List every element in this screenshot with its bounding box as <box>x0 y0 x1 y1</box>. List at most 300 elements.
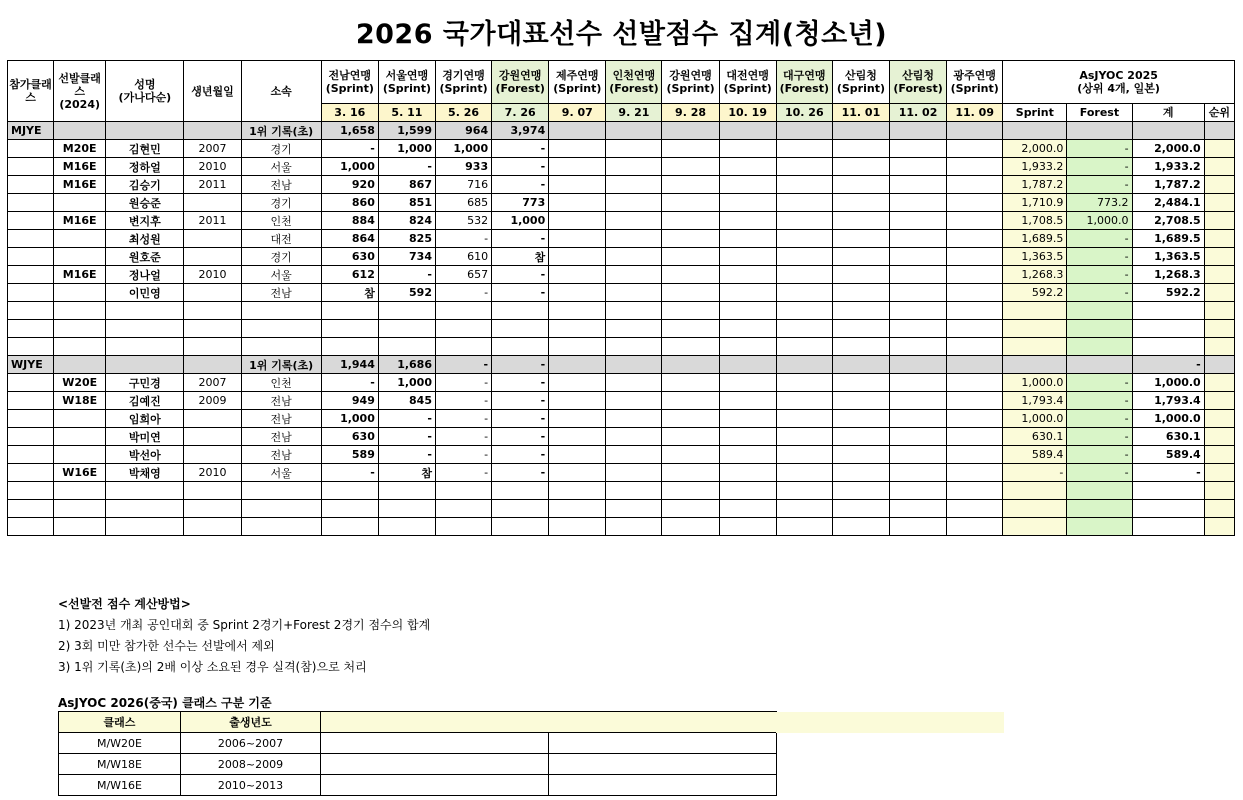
score-cell <box>776 248 832 266</box>
criteria-class: M/W16E <box>59 775 181 796</box>
score-cell <box>662 446 719 464</box>
score-cell <box>549 464 606 482</box>
record-value <box>549 122 606 140</box>
athlete-row <box>8 284 1235 302</box>
birth-cell <box>184 428 241 446</box>
rank-cell <box>1204 302 1234 320</box>
event-date: 9. 21 <box>606 104 662 122</box>
score-cell <box>492 338 549 356</box>
score-cell <box>889 140 946 158</box>
score-cell <box>549 446 606 464</box>
score-cell <box>947 392 1003 410</box>
record-value: 1,658 <box>321 122 378 140</box>
score-cell <box>606 482 662 500</box>
asjyoc-sprint-cell: 1,793.4 <box>1003 392 1067 410</box>
score-cell <box>889 212 946 230</box>
asjyoc-forest-cell <box>1067 320 1132 338</box>
score-cell: - <box>378 266 435 284</box>
score-cell <box>832 284 889 302</box>
asjyoc-forest-cell: - <box>1067 158 1132 176</box>
rank-cell <box>1204 446 1234 464</box>
asjyoc-forest-cell: - <box>1067 446 1132 464</box>
name-cell: 이민영 <box>106 284 184 302</box>
event-name: 광주연맹 <box>953 69 996 82</box>
score-cell <box>378 482 435 500</box>
score-cell <box>889 446 946 464</box>
score-cell <box>776 302 832 320</box>
score-cell <box>832 338 889 356</box>
asjyoc-title: AsJYOC 2025 <box>1079 69 1158 82</box>
rank-cell <box>1204 266 1234 284</box>
event-name: 경기연맹 <box>442 69 485 82</box>
affil-cell: 전남 <box>241 410 321 428</box>
criteria-row <box>59 775 777 796</box>
name-cell <box>106 302 184 320</box>
header-birth: 생년월일 <box>184 61 241 122</box>
score-cell <box>606 140 662 158</box>
score-cell: 734 <box>378 248 435 266</box>
asjyoc-sprint-cell <box>1003 482 1067 500</box>
sel-class-cell: W20E <box>54 374 106 392</box>
record-value: 1,599 <box>378 122 435 140</box>
score-cell <box>719 176 776 194</box>
score-cell <box>776 140 832 158</box>
class-cell <box>8 338 54 356</box>
athlete-row <box>8 464 1235 482</box>
criteria-year-header: 출생년도 <box>181 712 321 733</box>
event-header <box>776 61 832 104</box>
sel-class-cell <box>54 320 106 338</box>
asjyoc-total-cell: 1,933.2 <box>1132 158 1204 176</box>
athlete-row <box>8 446 1235 464</box>
event-date: 9. 07 <box>549 104 606 122</box>
score-cell <box>606 374 662 392</box>
asjyoc-total-cell: 1,793.4 <box>1132 392 1204 410</box>
score-cell <box>889 320 946 338</box>
athlete-row <box>8 248 1235 266</box>
score-cell <box>549 212 606 230</box>
score-cell <box>889 284 946 302</box>
asjyoc-sprint-cell <box>1003 518 1067 536</box>
affil-cell: 대전 <box>241 230 321 248</box>
event-date: 11. 01 <box>832 104 889 122</box>
score-cell <box>889 392 946 410</box>
score-cell: - <box>435 374 491 392</box>
class-cell <box>8 302 54 320</box>
score-cell <box>832 194 889 212</box>
score-cell <box>549 410 606 428</box>
asjyoc-forest-cell: - <box>1067 410 1132 428</box>
affil-cell: 경기 <box>241 194 321 212</box>
rank-cell <box>1204 230 1234 248</box>
score-cell <box>378 338 435 356</box>
athlete-row <box>8 392 1235 410</box>
asjyoc-header <box>1003 61 1235 104</box>
score-cell <box>947 446 1003 464</box>
score-cell: 1,000 <box>378 374 435 392</box>
asjyoc-total-cell: 2,484.1 <box>1132 194 1204 212</box>
name-cell: 구민경 <box>106 374 184 392</box>
score-cell <box>606 500 662 518</box>
score-cell <box>606 194 662 212</box>
criteria-blank <box>549 775 777 796</box>
birth-cell: 2011 <box>184 176 241 194</box>
athlete-row <box>8 410 1235 428</box>
method-item: 3) 1위 기록(초)의 2배 이상 소요된 경우 실격(참)으로 처리 <box>58 660 367 674</box>
score-cell: 716 <box>435 176 491 194</box>
class-cell <box>8 518 54 536</box>
class-cell <box>8 374 54 392</box>
asjyoc-sprint-cell: 1,000.0 <box>1003 410 1067 428</box>
header-class: 참가클래스 <box>8 61 54 122</box>
summary-sprint <box>1003 356 1067 374</box>
affil-cell: 전남 <box>241 428 321 446</box>
score-cell <box>435 482 491 500</box>
event-name: 제주연맹 <box>556 69 599 82</box>
criteria-years: 2010~2013 <box>181 775 321 796</box>
score-cell <box>719 338 776 356</box>
score-cell: 773 <box>492 194 549 212</box>
score-cell <box>947 266 1003 284</box>
asjyoc-sprint-cell: 630.1 <box>1003 428 1067 446</box>
affil-cell: 인천 <box>241 374 321 392</box>
event-date: 5. 11 <box>378 104 435 122</box>
event-header <box>719 61 776 104</box>
event-name: 강원연맹 <box>498 69 542 82</box>
record-value <box>776 122 832 140</box>
event-header <box>378 61 435 104</box>
asjyoc-total-cell: 630.1 <box>1132 428 1204 446</box>
birth-cell <box>184 482 241 500</box>
section-blank <box>184 122 241 140</box>
asjyoc-sprint-cell: 1,268.3 <box>1003 266 1067 284</box>
summary-rank <box>1204 122 1234 140</box>
score-cell <box>662 320 719 338</box>
score-cell <box>776 176 832 194</box>
score-cell <box>435 518 491 536</box>
score-cell <box>889 176 946 194</box>
score-cell <box>889 464 946 482</box>
sel-class-cell: M16E <box>54 158 106 176</box>
birth-cell: 2007 <box>184 374 241 392</box>
rank-col-header: 순위 <box>1204 104 1234 122</box>
score-cell: - <box>321 464 378 482</box>
event-date: 11. 02 <box>889 104 946 122</box>
score-cell <box>662 392 719 410</box>
asjyoc-sprint-cell <box>1003 320 1067 338</box>
criteria-header-fill <box>776 712 1004 733</box>
score-cell <box>719 248 776 266</box>
affil-cell <box>241 302 321 320</box>
score-cell <box>435 302 491 320</box>
asjyoc-sprint-cell: 2,000.0 <box>1003 140 1067 158</box>
score-cell <box>947 410 1003 428</box>
criteria-blank <box>321 754 549 775</box>
score-cell <box>832 410 889 428</box>
asjyoc-forest-cell: 1,000.0 <box>1067 212 1132 230</box>
score-cell: - <box>435 464 491 482</box>
event-type: (Sprint) <box>553 82 602 95</box>
class-cell <box>8 140 54 158</box>
score-cell <box>662 140 719 158</box>
athlete-row <box>8 338 1235 356</box>
score-cell <box>606 320 662 338</box>
score-cell <box>889 266 946 284</box>
score-cell <box>947 374 1003 392</box>
asjyoc-sprint-cell: 1,710.9 <box>1003 194 1067 212</box>
score-cell: - <box>378 446 435 464</box>
sel-class-cell <box>54 284 106 302</box>
birth-cell: 2010 <box>184 266 241 284</box>
score-cell <box>549 428 606 446</box>
header-sel-class-label: 선발클래스 <box>58 71 101 98</box>
record-value <box>889 122 946 140</box>
score-cell <box>549 176 606 194</box>
event-header <box>549 61 606 104</box>
asjyoc-forest-cell: - <box>1067 392 1132 410</box>
score-cell <box>378 500 435 518</box>
event-header <box>662 61 719 104</box>
score-cell <box>889 518 946 536</box>
event-header <box>321 61 378 104</box>
score-cell: - <box>492 140 549 158</box>
asjyoc-total-cell: 592.2 <box>1132 284 1204 302</box>
asjyoc-forest-cell: - <box>1067 248 1132 266</box>
asjyoc-forest-cell: - <box>1067 284 1132 302</box>
asjyoc-forest-cell: 773.2 <box>1067 194 1132 212</box>
rank-cell <box>1204 176 1234 194</box>
birth-cell: 2010 <box>184 158 241 176</box>
score-table <box>7 60 1235 536</box>
event-type: (Sprint) <box>382 82 431 95</box>
score-cell: - <box>435 230 491 248</box>
summary-total: - <box>1132 356 1204 374</box>
score-cell <box>719 446 776 464</box>
athlete-row <box>8 176 1235 194</box>
score-cell <box>947 176 1003 194</box>
score-cell: - <box>492 284 549 302</box>
asjyoc-forest-cell: - <box>1067 230 1132 248</box>
event-header <box>947 61 1003 104</box>
asjyoc-total-cell: 1,000.0 <box>1132 410 1204 428</box>
affil-cell <box>241 482 321 500</box>
name-cell: 임희아 <box>106 410 184 428</box>
record-value <box>776 356 832 374</box>
score-cell: - <box>492 410 549 428</box>
score-cell <box>549 158 606 176</box>
record-value: 964 <box>435 122 491 140</box>
affil-cell <box>241 338 321 356</box>
birth-cell: 2007 <box>184 140 241 158</box>
asjyoc-sprint-cell <box>1003 302 1067 320</box>
score-cell <box>662 212 719 230</box>
score-cell <box>832 212 889 230</box>
score-cell <box>947 194 1003 212</box>
score-cell <box>889 374 946 392</box>
score-cell <box>435 320 491 338</box>
affil-cell <box>241 320 321 338</box>
score-cell <box>719 140 776 158</box>
asjyoc-total-cell: 1,363.5 <box>1132 248 1204 266</box>
score-cell <box>776 320 832 338</box>
affil-cell: 인천 <box>241 212 321 230</box>
score-cell <box>435 338 491 356</box>
score-cell <box>889 410 946 428</box>
name-cell <box>106 518 184 536</box>
score-cell <box>776 410 832 428</box>
class-cell <box>8 176 54 194</box>
score-cell <box>549 284 606 302</box>
class-cell <box>8 284 54 302</box>
score-cell <box>889 248 946 266</box>
score-cell: - <box>492 230 549 248</box>
asjyoc-forest-cell: - <box>1067 176 1132 194</box>
score-cell <box>549 392 606 410</box>
score-cell <box>719 374 776 392</box>
event-type: (Forest) <box>495 82 545 95</box>
score-cell <box>549 320 606 338</box>
sel-class-cell: M16E <box>54 266 106 284</box>
criteria-class: M/W18E <box>59 754 181 775</box>
rank-cell <box>1204 212 1234 230</box>
score-cell: - <box>492 464 549 482</box>
score-cell <box>321 500 378 518</box>
asjyoc-sprint-cell <box>1003 500 1067 518</box>
event-date: 11. 09 <box>947 104 1003 122</box>
score-cell: - <box>435 284 491 302</box>
birth-cell <box>184 248 241 266</box>
record-value <box>719 356 776 374</box>
affil-cell <box>241 500 321 518</box>
asjyoc-total-cell <box>1132 500 1204 518</box>
score-cell: 933 <box>435 158 491 176</box>
score-cell <box>889 338 946 356</box>
score-cell <box>492 302 549 320</box>
score-cell <box>776 374 832 392</box>
score-cell <box>776 158 832 176</box>
birth-cell <box>184 518 241 536</box>
score-cell <box>776 446 832 464</box>
score-cell <box>832 518 889 536</box>
sel-class-cell <box>54 428 106 446</box>
rank-cell <box>1204 194 1234 212</box>
score-cell: 참 <box>492 248 549 266</box>
criteria-blank <box>549 754 777 775</box>
event-date: 5. 26 <box>435 104 491 122</box>
score-cell: 630 <box>321 248 378 266</box>
rank-cell <box>1204 482 1234 500</box>
event-type: (Sprint) <box>950 82 999 95</box>
affil-cell: 서울 <box>241 464 321 482</box>
birth-cell <box>184 284 241 302</box>
asjyoc-sprint-cell: 1,363.5 <box>1003 248 1067 266</box>
birth-cell <box>184 194 241 212</box>
score-cell: 845 <box>378 392 435 410</box>
record-value: 1,944 <box>321 356 378 374</box>
birth-cell <box>184 320 241 338</box>
name-cell: 정나얼 <box>106 266 184 284</box>
athlete-row <box>8 374 1235 392</box>
name-cell <box>106 500 184 518</box>
sel-class-cell: W16E <box>54 464 106 482</box>
criteria-blank <box>321 733 549 754</box>
score-cell <box>662 302 719 320</box>
criteria-class: M/W20E <box>59 733 181 754</box>
score-cell: - <box>435 446 491 464</box>
athlete-row <box>8 158 1235 176</box>
asjyoc-forest-cell: - <box>1067 464 1132 482</box>
sel-class-cell: W18E <box>54 392 106 410</box>
score-cell: - <box>378 410 435 428</box>
score-cell <box>549 302 606 320</box>
criteria-row <box>59 754 777 775</box>
event-header <box>606 61 662 104</box>
score-cell <box>776 230 832 248</box>
score-cell: 864 <box>321 230 378 248</box>
event-type: (Sprint) <box>836 82 885 95</box>
criteria-class-header: 클래스 <box>59 712 181 733</box>
athlete-row <box>8 482 1235 500</box>
score-cell <box>549 374 606 392</box>
event-header <box>889 61 946 104</box>
affil-cell <box>241 518 321 536</box>
event-date: 10. 26 <box>776 104 832 122</box>
class-cell <box>8 158 54 176</box>
score-cell: - <box>492 446 549 464</box>
header-sel-class <box>54 61 106 122</box>
score-cell <box>662 428 719 446</box>
score-cell <box>662 464 719 482</box>
score-cell <box>662 176 719 194</box>
score-cell <box>776 212 832 230</box>
class-cell <box>8 428 54 446</box>
event-header <box>832 61 889 104</box>
affil-cell: 경기 <box>241 140 321 158</box>
score-cell <box>947 320 1003 338</box>
summary-total <box>1132 122 1204 140</box>
score-cell: 824 <box>378 212 435 230</box>
event-name: 산림청 <box>902 69 934 82</box>
criteria-blank <box>321 712 777 733</box>
asjyoc-sprint-cell: 1,787.2 <box>1003 176 1067 194</box>
score-cell <box>549 248 606 266</box>
sel-class-cell <box>54 194 106 212</box>
score-cell <box>832 230 889 248</box>
criteria-blank <box>549 733 777 754</box>
class-cell <box>8 212 54 230</box>
birth-cell <box>184 230 241 248</box>
score-cell: - <box>321 374 378 392</box>
name-cell: 변지후 <box>106 212 184 230</box>
method-item: 1) 2023년 개최 공인대회 중 Sprint 2경기+Forest 2경기 점수의 합계 <box>58 618 431 632</box>
asjyoc-sprint-cell: 1,689.5 <box>1003 230 1067 248</box>
score-cell <box>492 518 549 536</box>
score-cell: - <box>435 392 491 410</box>
birth-cell: 2011 <box>184 212 241 230</box>
athlete-row <box>8 212 1235 230</box>
score-cell <box>435 500 491 518</box>
section-class: MJYE <box>8 122 54 140</box>
name-cell: 김승기 <box>106 176 184 194</box>
score-cell <box>719 482 776 500</box>
record-value <box>832 356 889 374</box>
asjyoc-total-cell: 2,708.5 <box>1132 212 1204 230</box>
record-value <box>832 122 889 140</box>
score-cell <box>719 284 776 302</box>
score-cell <box>832 302 889 320</box>
score-cell <box>606 248 662 266</box>
criteria-row <box>59 733 777 754</box>
